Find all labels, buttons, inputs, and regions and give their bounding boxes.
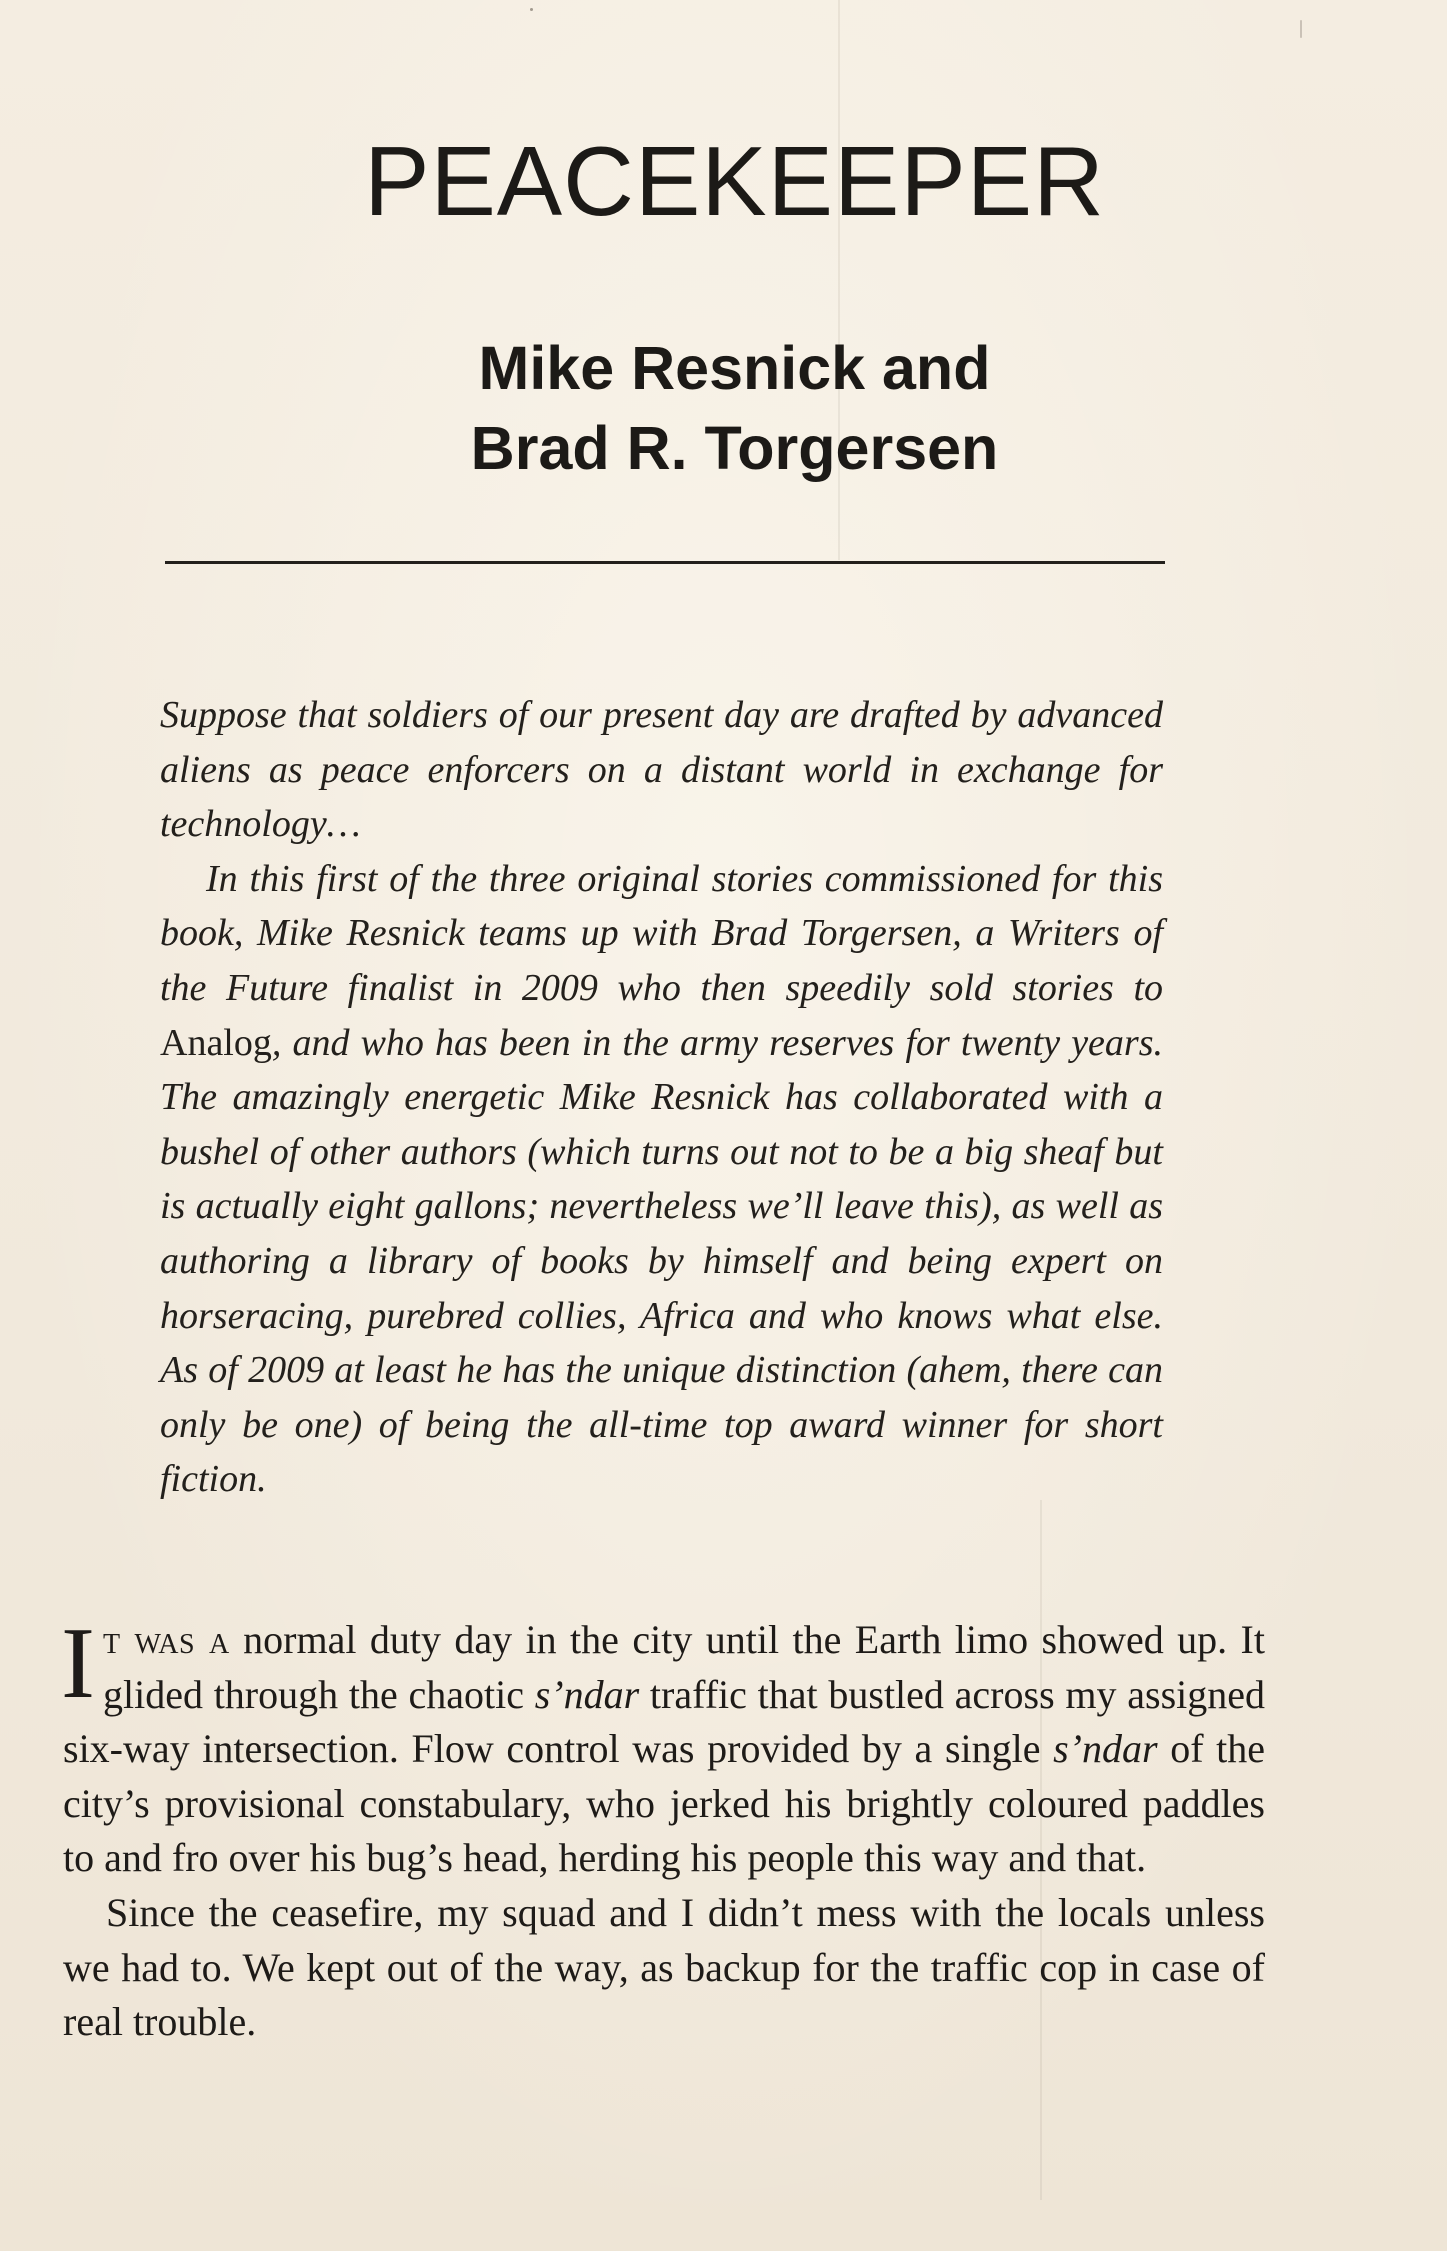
opening-small-caps: t was a xyxy=(102,1617,230,1662)
intro-paragraph: Suppose that soldiers of our present day are drafted by advanced aliens as peace enforcers on a distant world in exchange for technology… xyxy=(160,694,1163,846)
body-paragraph: Since the ceasefire, my squad and I didn’t mess with the locals unless we had to. We kept out of the way, as backup for the traffic cop in case of real trouble. xyxy=(63,1889,1265,2045)
body-text: normal duty day in the city until the Earth limo showed up. It glided through the chaotic xyxy=(102,1617,1265,1717)
paper-speck xyxy=(530,8,533,11)
drop-cap: I xyxy=(61,1607,95,1720)
intro-paragraph xyxy=(160,852,1163,1507)
magazine-name: Analog xyxy=(160,1021,272,1064)
story-authors xyxy=(0,328,1447,488)
editorial-introduction xyxy=(160,688,1163,1507)
authors-line-2: Brad R. Torgersen xyxy=(470,414,999,482)
story-title: PEACEKEEPER xyxy=(364,126,1105,236)
authors-line-1: Mike Resnick and xyxy=(478,334,991,402)
paper-speck xyxy=(1300,20,1302,38)
alien-term: s’ndar xyxy=(1053,1726,1158,1772)
intro-text: In this first of the three original stories commissioned for this book, Mike Resnick teams up with Brad Torgersen, a Writers of the Future finalist in 2009 who then speedily sold stories to xyxy=(160,857,1163,1009)
body-text: of the city’s provisional constabulary, who jerked his brightly coloured paddles to and fro over his bug’s head, herding his people this way and that. xyxy=(63,1726,1265,1881)
story-body xyxy=(61,1607,1265,2050)
title-divider xyxy=(165,561,1165,564)
body-paragraph xyxy=(61,1607,1265,1886)
intro-text: , and who has been in the army reserves for twenty years. The amazingly energetic Mike Resnick has collaborated with a bushel of other authors (which turns out not to be a big sheaf but is actually eight gallons; nevertheless we’ll leave this), as well as authoring a library of books by himself and being expert on horseracing, purebred collies, Africa and who knows what else. As of 2009 at least he has the unique distinction (ahem, there can only be one) of being the all-time top award winner for short fiction. xyxy=(160,1021,1163,1501)
alien-term: s’ndar xyxy=(534,1671,640,1717)
body-text: traffic that bustled across my assigned six-way intersection. Flow control was provided by a single xyxy=(63,1671,1265,1772)
